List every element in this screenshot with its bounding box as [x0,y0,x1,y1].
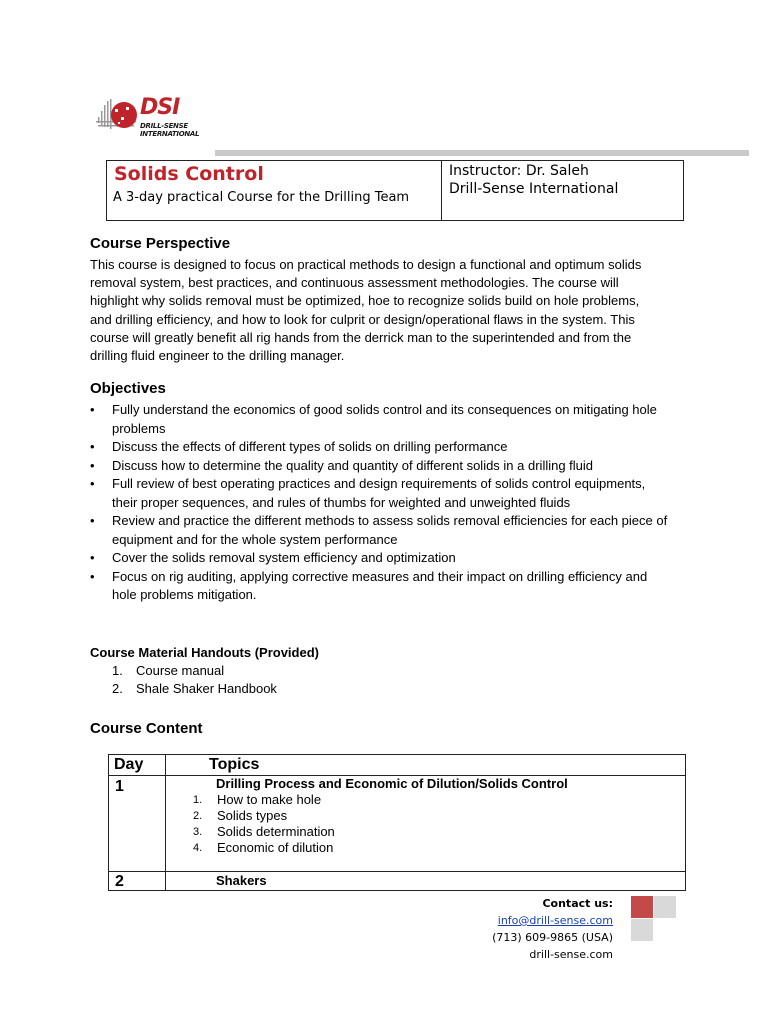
perspective-heading: Course Perspective [90,235,231,252]
topic-number: 2. [193,810,203,822]
objective-item: • Review and practice the different methods to assess solids removal efficiencies for each piece of equipment and for the whole system performance [90,512,670,549]
topic-item [193,840,335,856]
topics-column-header: Topics [209,756,260,773]
handout-text: Shale Shaker Handbook [136,681,277,696]
handout-text: Course manual [136,663,225,678]
header-divider [441,161,442,220]
company-logo [96,93,208,141]
perspective-line: This course is designed to focus on practical methods to design a functional and optimum solids [90,257,642,272]
day-number: 1 [115,778,124,795]
objective-item: • Cover the solids removal system efficiency and optimization [90,549,670,568]
objective-item: • Discuss the effects of different types of solids on drilling performance [90,438,670,457]
organization-name: Drill-Sense International [449,181,619,197]
day-topic-title: Shakers [216,873,267,888]
objectives-list [90,401,670,605]
topic-number: 3. [193,826,203,838]
handouts-heading: Course Material Handouts (Provided) [90,645,319,660]
topic-text: Solids types [217,808,288,823]
perspective-line: removal system, best practices, and continuous assessment methodologies. The course will [90,275,619,291]
footer-decor-square [631,919,653,941]
topic-text: Economic of dilution [217,840,334,855]
contact-email-link[interactable]: info@drill-sense.com [497,914,613,927]
table-column-rule [165,755,166,890]
objective-item: • Full review of best operating practices and design requirements of solids control equipments, their proper sequences, and rules of thumbs for weighted and unweighted fluids [90,475,670,512]
footer-decor-square [631,896,653,918]
instructor-name: Instructor: Dr. Saleh [449,163,589,179]
objective-item: • Fully understand the economics of good solids control and its consequences on mitigating hole problems [90,401,670,438]
topic-text: Solids determination [217,824,335,839]
course-subtitle: A 3-day practical Course for the Drilling Team [113,190,410,205]
course-title: Solids Control [114,163,264,185]
objective-item: • Focus on rig auditing, applying corrective measures and their impact on drilling efficiency and hole problems mitigation. [90,568,670,605]
header-rule [215,150,749,156]
logo-word: DSI [140,95,180,120]
logo-globe-icon [96,95,142,139]
handout-number: 1. [112,663,123,678]
contact-label: Contact us: [542,897,613,910]
day-topic-list [193,792,335,856]
contact-website: drill-sense.com [529,948,613,961]
topic-number: 4. [193,842,203,854]
schedule-table [108,754,686,891]
logo-subtitle-line2: INTERNATIONAL [140,130,200,138]
perspective-line: highlight why solids removal must be optimized, hoe to recognize solids build on hole problems, [90,293,640,309]
contact-phone: (713) 609-9865 (USA) [492,931,613,944]
topic-item [193,792,335,808]
day-column-header: Day [114,756,144,773]
perspective-line: course will greatly benefit all rig hands from the derrick man to the superintended and from the [90,329,632,345]
perspective-line: drilling fluid engineer to the drilling manager. [90,348,345,364]
logo-subtitle-line1: DRILL-SENSE [140,122,188,130]
topic-text: How to make hole [217,792,322,807]
topic-item [193,824,335,840]
perspective-line: and drilling efficiency, and how to look for culprit or design/operational flaws in the system. This [90,311,635,327]
day-number: 2 [115,873,124,890]
handouts-list [112,662,277,698]
handout-item [112,680,277,698]
topic-item [193,808,335,824]
perspective-paragraph [90,256,690,365]
content-heading: Course Content [90,720,203,737]
course-header-box [106,160,684,221]
table-rule [109,871,685,872]
objectives-heading: Objectives [90,380,166,397]
objective-item: • Discuss how to determine the quality and quantity of different solids in a drilling fluid [90,457,670,476]
footer-decor-square [654,896,676,918]
day-topic-title: Drilling Process and Economic of Dilution/Solids Control [216,776,568,791]
topic-number: 1. [193,794,203,806]
handout-number: 2. [112,681,123,696]
handout-item [112,662,277,680]
